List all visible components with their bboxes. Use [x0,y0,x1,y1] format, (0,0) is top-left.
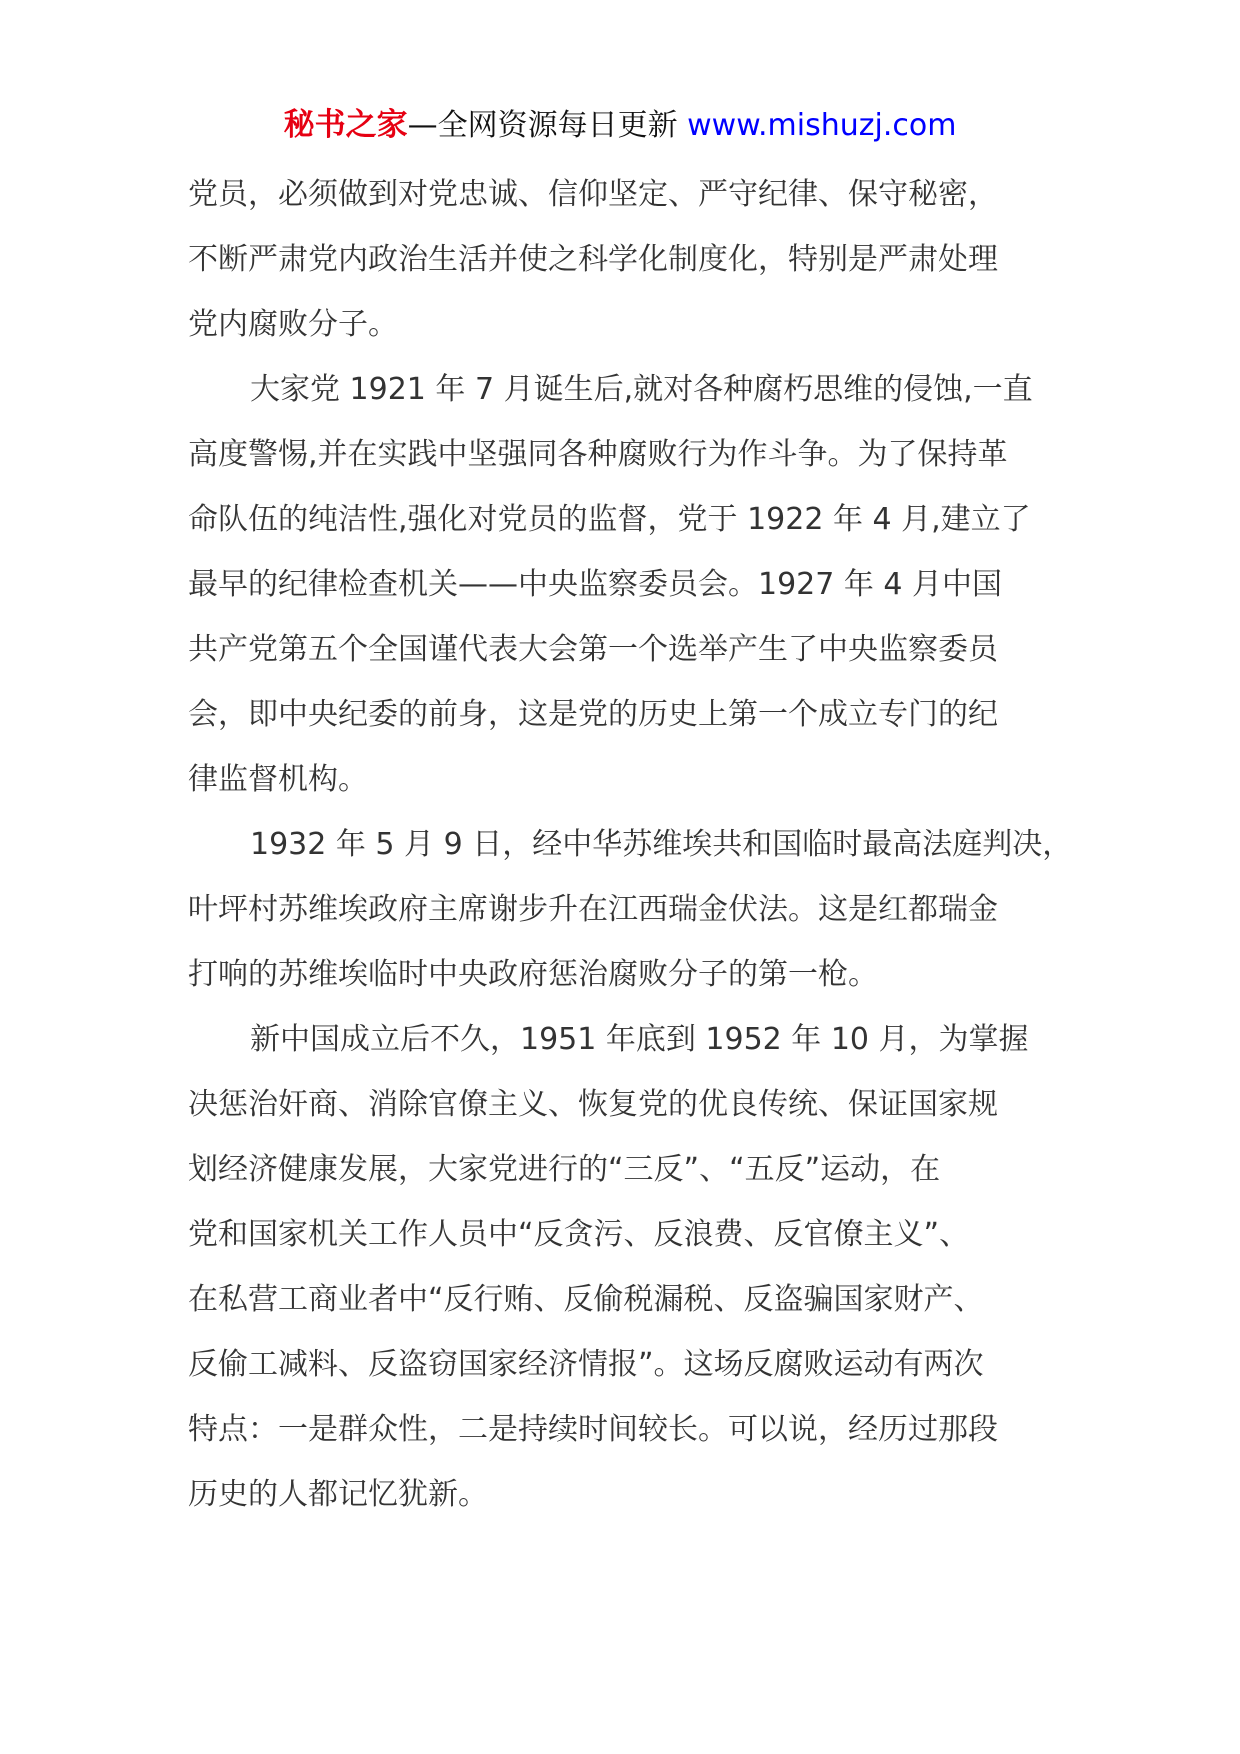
text-line: 会，即中央纪委的前身，这是党的历史上第一个成立专门的纪 [188,697,998,732]
text-line: 最早的纪律检查机关——中央监察委员会。1927 年 4 月中国 [188,567,1003,602]
text-line: 划经济健康发展，大家党进行的“三反”、“五反”运动，在 [188,1152,941,1187]
page-header [0,103,1240,148]
brand-name: 秘书之家 [283,107,408,143]
text-line: 律监督机构。 [188,762,368,797]
text-line: 大家党 1921 年 7 月诞生后,就对各种腐朽思维的侵蚀,一直 [250,372,1033,407]
text-line: 特点：一是群众性，二是持续时间较长。可以说，经历过那段 [188,1412,998,1447]
website-link[interactable]: www.mishuzj.com [687,108,957,143]
text-line: 党内腐败分子。 [188,307,398,342]
text-line: 反偷工减料、反盗窃国家经济情报”。这场反腐败运动有两次 [188,1347,984,1382]
text-line: 命队伍的纯洁性,强化对党员的监督，党于 1922 年 4 月,建立了 [188,502,1031,537]
paragraph [188,812,1088,1007]
text-line: 党员，必须做到对党忠诚、信仰坚定、严守纪律、保守秘密， [188,177,998,212]
paragraph [188,1007,1088,1527]
paragraph [188,162,1088,357]
text-line: 叶坪村苏维埃政府主席谢步升在江西瑞金伏法。这是红都瑞金 [188,892,998,927]
text-line: 决惩治奸商、消除官僚主义、恢复党的优良传统、保证国家规 [188,1087,998,1122]
text-line: 打响的苏维埃临时中央政府惩治腐败分子的第一枪。 [188,957,878,992]
document-body [188,162,1088,1527]
text-line: 不断严肃党内政治生活并使之科学化制度化，特别是严肃处理 [188,242,998,277]
text-line: 新中国成立后不久，1951 年底到 1952 年 10 月，为掌握 [250,1022,1029,1057]
text-line: 共产党第五个全国谨代表大会第一个选举产生了中央监察委员 [188,632,998,667]
header-tagline: —全网资源每日更新 [407,108,688,143]
text-line: 在私营工商业者中“反行贿、反偷税漏税、反盗骗国家财产、 [188,1282,984,1317]
text-line: 党和国家机关工作人员中“反贪污、反浪费、反官僚主义”、 [188,1217,970,1252]
text-line: 历史的人都记忆犹新。 [188,1477,488,1512]
paragraph [188,357,1088,812]
text-line: 1932 年 5 月 9 日，经中华苏维埃共和国临时最高法庭判决， [250,827,1073,862]
text-line: 高度警惕,并在实践中坚强同各种腐败行为作斗争。为了保持革 [188,437,1008,472]
